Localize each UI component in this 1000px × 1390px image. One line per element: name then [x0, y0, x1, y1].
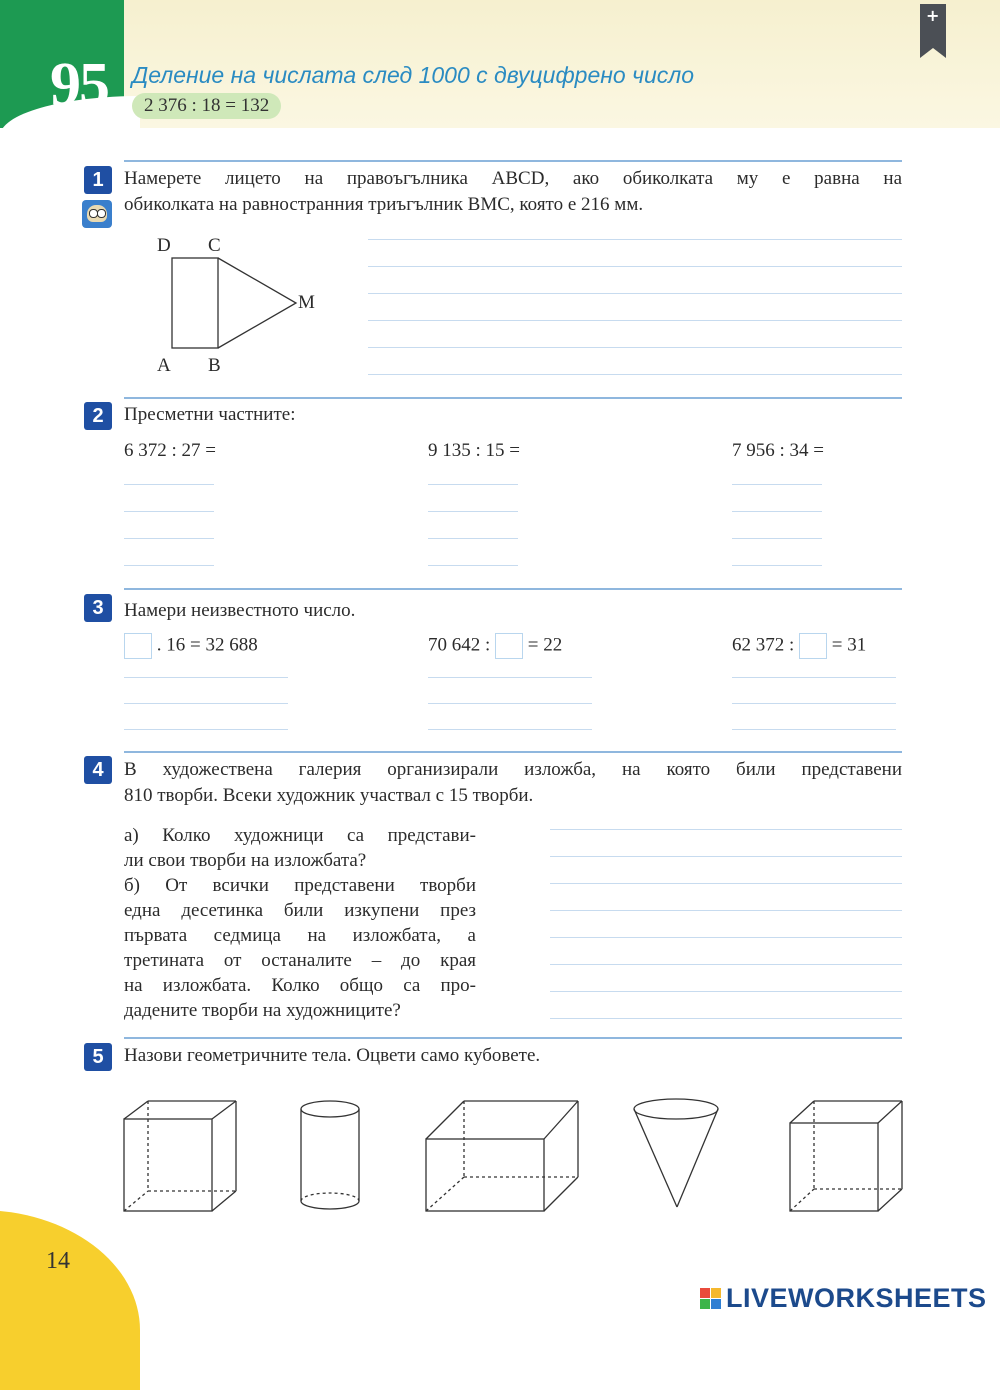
logo-cell: [700, 1288, 710, 1298]
answer-line[interactable]: [732, 511, 822, 512]
task-1-text-line1: Намерете лицето на правоъгълника ABCD, ако обиколката му е равна на: [124, 168, 902, 189]
equation-2-right: = 22: [527, 634, 563, 656]
task-4-line: б) От всички представени творби: [124, 875, 476, 896]
cone-shape[interactable]: [634, 1099, 718, 1207]
label-m: M: [298, 292, 315, 313]
task-4-text-line2: 810 творби. Всеки художник участвал с 15 творби.: [124, 785, 534, 806]
section-divider: [124, 751, 902, 753]
owl-eye-icon: [97, 209, 106, 218]
answer-line[interactable]: [124, 729, 288, 730]
answer-line[interactable]: [550, 964, 902, 965]
answer-line[interactable]: [732, 565, 822, 566]
answer-line[interactable]: [124, 703, 288, 704]
answer-line[interactable]: [368, 293, 902, 294]
task-3-text: Намери неизвестното число.: [124, 600, 356, 621]
expression-3: 7 956 : 34 =: [732, 440, 824, 461]
answer-line[interactable]: [368, 266, 902, 267]
answer-line[interactable]: [732, 677, 896, 678]
answer-line[interactable]: [124, 484, 214, 485]
answer-line[interactable]: [124, 538, 214, 539]
task-1-badge: 1: [84, 166, 112, 194]
section-divider: [124, 1037, 902, 1039]
answer-line[interactable]: [550, 829, 902, 830]
equation-2-left: 70 642 :: [428, 634, 491, 656]
task-4-line: на изложбата. Колко общо са про-: [124, 975, 476, 996]
task-1-text-line2: обиколката на равностранния триъгълник BMC, която е 216 мм.: [124, 194, 644, 215]
answer-line[interactable]: [550, 856, 902, 857]
brand-wordmark[interactable]: LIVEWORKSHEETS: [726, 1283, 987, 1313]
label-d: D: [157, 235, 171, 256]
answer-line[interactable]: [368, 374, 902, 375]
page-number: 14: [46, 1248, 70, 1274]
task-3-badge: 3: [84, 594, 112, 622]
rectangle-abcd: [172, 258, 218, 348]
unknown-input-1[interactable]: [124, 633, 152, 659]
logo-cell: [711, 1288, 721, 1298]
task-4-line: дадените творби на художниците?: [124, 1000, 401, 1021]
label-a: A: [157, 355, 171, 376]
section-divider: [124, 160, 902, 162]
label-c: C: [208, 235, 221, 256]
task-5-text: Назови геометричните тела. Оцвети само кубовете.: [124, 1045, 541, 1066]
answer-line[interactable]: [368, 239, 902, 240]
answer-line[interactable]: [428, 484, 518, 485]
triangle-bmc: [218, 258, 296, 348]
task-4-badge: 4: [84, 756, 112, 784]
unknown-input-3[interactable]: [799, 633, 827, 659]
equation-1: [124, 633, 258, 659]
owl-icon: [82, 200, 112, 228]
answer-line[interactable]: [428, 511, 518, 512]
logo-cell: [700, 1299, 710, 1309]
equation-3-right: = 31: [831, 634, 867, 656]
task-4-line: третината от останалите – до края: [124, 950, 476, 971]
task-4-line: ли свои творби на изложбата?: [124, 850, 367, 871]
expression-1: 6 372 : 27 =: [124, 440, 216, 461]
lesson-title: Деление на числата след 1000 с двуцифрено число: [132, 62, 695, 88]
answer-line[interactable]: [550, 883, 902, 884]
equation-3-left: 62 372 :: [732, 634, 795, 656]
answer-line[interactable]: [732, 703, 896, 704]
label-b: B: [208, 355, 221, 376]
equation-1-rest: . 16 = 32 688: [156, 634, 258, 656]
answer-line[interactable]: [368, 347, 902, 348]
liveworksheets-logo-icon: [700, 1288, 722, 1310]
rectangle-triangle-figure: [150, 232, 350, 382]
plus-icon: +: [926, 6, 940, 25]
answer-line[interactable]: [428, 538, 518, 539]
answer-line[interactable]: [732, 729, 896, 730]
answer-line[interactable]: [124, 565, 214, 566]
equation-2: [428, 633, 562, 659]
answer-line[interactable]: [124, 511, 214, 512]
answer-line[interactable]: [428, 565, 518, 566]
answer-line[interactable]: [550, 991, 902, 992]
answer-line[interactable]: [732, 538, 822, 539]
task-4-line: първата седмица на изложбата, а: [124, 925, 476, 946]
cube-shape-2[interactable]: [790, 1101, 902, 1211]
task-5-badge: 5: [84, 1043, 112, 1071]
lesson-example: 2 376 : 18 = 132: [132, 93, 281, 119]
cube-shape-1[interactable]: [124, 1101, 236, 1211]
section-divider: [124, 397, 902, 399]
answer-line[interactable]: [368, 320, 902, 321]
answer-line[interactable]: [732, 484, 822, 485]
unknown-input-2[interactable]: [495, 633, 523, 659]
geometric-shapes: [118, 1095, 908, 1220]
task-4-line: а) Колко художници са представи-: [124, 825, 476, 846]
answer-line[interactable]: [550, 1018, 902, 1019]
task-2-text: Пресметни частните:: [124, 404, 296, 425]
cylinder-shape[interactable]: [301, 1101, 359, 1209]
task-4-text-line1: В художествена галерия организирали изложба, на която били представени: [124, 759, 902, 780]
section-divider: [124, 588, 902, 590]
answer-line[interactable]: [124, 677, 288, 678]
answer-line[interactable]: [428, 703, 592, 704]
answer-line[interactable]: [428, 677, 592, 678]
answer-line[interactable]: [428, 729, 592, 730]
owl-face: [87, 205, 107, 222]
expression-2: 9 135 : 15 =: [428, 440, 520, 461]
logo-cell: [711, 1299, 721, 1309]
task-2-badge: 2: [84, 402, 112, 430]
lesson-number: 95: [50, 51, 108, 119]
cuboid-shape[interactable]: [426, 1101, 578, 1211]
equation-3: [732, 633, 866, 659]
page-corner-decoration: [0, 1210, 140, 1390]
task-4-line: една десетинка били изкупени през: [124, 900, 476, 921]
answer-line[interactable]: [550, 910, 902, 911]
answer-line[interactable]: [550, 937, 902, 938]
